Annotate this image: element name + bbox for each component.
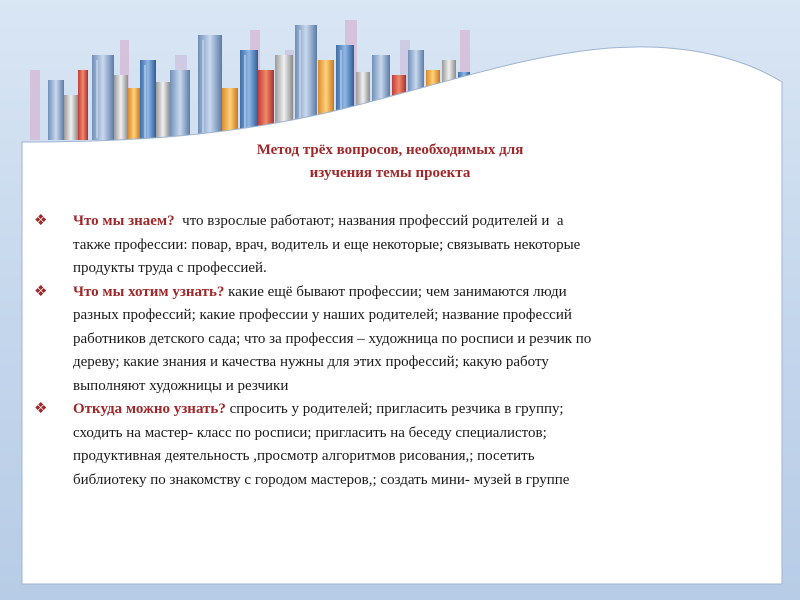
item-text: что взрослые работают; названия профессий родителей и а [174, 213, 564, 229]
slide-content [30, 125, 780, 555]
slide-title [30, 139, 750, 185]
item-key: Откуда можно узнать? [73, 401, 226, 417]
item-line: работников детского сада; что за профессия – художница по росписи и резчик по [73, 330, 592, 347]
title-line-1: Метод трёх вопросов, необходимых для [256, 142, 524, 158]
item-line: дереву; какие знания и качества нужны для этих профессий; какую работу [73, 354, 549, 370]
item-line: продукты труда с профессией. [73, 260, 267, 276]
item-line [73, 210, 770, 234]
title-line-2: изучения темы проекта [309, 165, 471, 181]
bullet-item-what-we-know [30, 210, 770, 281]
diamond-ornament-icon: ❖ [34, 283, 48, 300]
item-line: разных профессий; какие профессии у наших родителей; название профессий [73, 307, 572, 323]
diamond-ornament-icon: ❖ [34, 401, 48, 417]
item-text: спросить у родителей; пригласить резчика в группу; [225, 401, 564, 417]
item-text: какие ещё бывают профессии; чем занимаются люди [224, 283, 567, 300]
item-line: сходить на мастер- класс по росписи; пригласить на беседу специалистов; [73, 424, 547, 441]
item-line: библиотеку по знакомству с городом мастеров,; создать мини- музей в группе [73, 471, 570, 488]
bullet-item-where-to-learn [30, 398, 770, 492]
item-key: Что мы хотим узнать? [73, 283, 225, 300]
item-line: выполняют художницы и резчики [73, 377, 289, 394]
item-line [73, 281, 770, 305]
item-line [73, 398, 770, 422]
bullet-item-what-we-want-to-know [30, 281, 770, 399]
item-key: Что мы знаем? [73, 213, 175, 229]
item-line: также профессии: повар, врач, водитель и еще некоторые; связывать некоторые [73, 236, 581, 253]
diamond-ornament-icon: ❖ [34, 213, 48, 229]
bullet-list [30, 210, 770, 492]
item-line: продуктивная деятельность ,просмотр алгоритмов рисования,; посетить [73, 448, 535, 464]
